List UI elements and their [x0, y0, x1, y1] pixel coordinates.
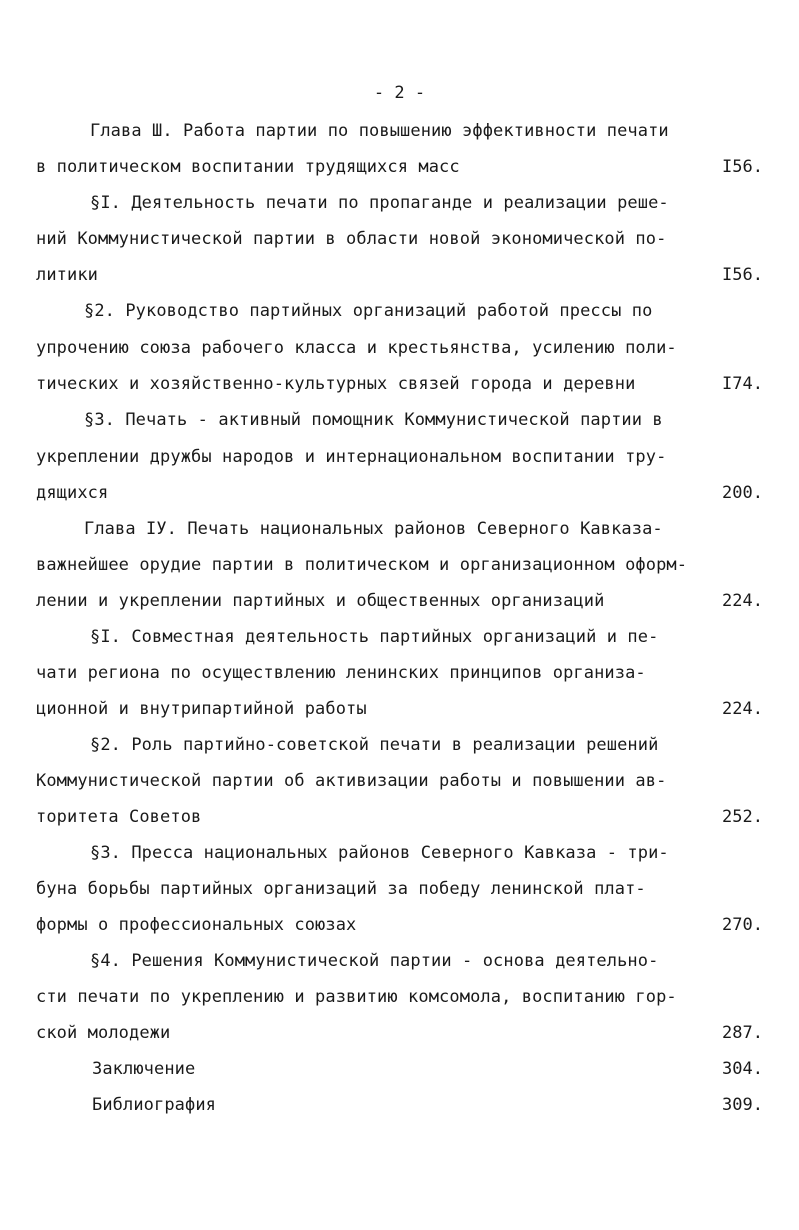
toc-line: укреплении дружбы народов и интернациональном воспитании тру-	[36, 447, 667, 467]
toc-line: §4. Решения Коммунистической партии - основа деятельно-	[90, 951, 659, 971]
toc-page-number: 252.	[722, 807, 763, 827]
toc-page-number: 287.	[722, 1023, 763, 1043]
toc-line: лении и укреплении партийных и общественных организаций	[36, 591, 605, 611]
toc-page-number: I56.	[722, 157, 763, 177]
toc-page-number: 200.	[722, 483, 763, 503]
page-number: - 2 -	[373, 83, 426, 103]
toc-page-number: I56.	[722, 265, 763, 285]
toc-line: Библиография	[92, 1095, 217, 1115]
toc-line: ний Коммунистической партии в области новой экономической по-	[36, 229, 667, 249]
toc-line: Заключение	[92, 1059, 196, 1079]
toc-line: чати региона по осуществлению ленинских принципов организа-	[36, 663, 646, 683]
toc-line: сти печати по укреплению и развитию комсомола, воспитанию гор-	[36, 987, 677, 1007]
toc-line: ской молодежи	[36, 1023, 171, 1043]
toc-page-number: 309.	[722, 1095, 763, 1115]
toc-page-number: I74.	[722, 374, 763, 394]
toc-line: Глава Ш. Работа партии по повышению эффективности печати	[90, 121, 669, 141]
toc-line: §3. Пресса национальных районов Северного Кавказа - три-	[90, 843, 669, 863]
toc-line: §I. Совместная деятельность партийных организаций и пе-	[90, 627, 659, 647]
toc-page-number: 224.	[722, 591, 763, 611]
toc-line: упрочению союза рабочего класса и крестьянства, усилению поли-	[36, 338, 677, 358]
toc-line: литики	[36, 265, 99, 285]
toc-line: ционной и внутрипартийной работы	[36, 699, 367, 719]
toc-line: в политическом воспитании трудящихся масс	[36, 157, 460, 177]
toc-page-number: 270.	[722, 915, 763, 935]
toc-line: Коммунистической партии об активизации работы и повышении ав-	[36, 771, 667, 791]
toc-line: торитета Советов	[36, 807, 202, 827]
toc-line: дящихся	[36, 483, 109, 503]
toc-line: буна борьбы партийных организаций за победу ленинской плат-	[36, 879, 646, 899]
toc-line: тических и хозяйственно-культурных связей города и деревни	[36, 374, 636, 394]
toc-line: §2. Руководство партийных организаций работой прессы по	[84, 301, 653, 321]
toc-line: Глава IУ. Печать национальных районов Северного Кавказа-	[84, 519, 663, 539]
toc-line: §I. Деятельность печати по пропаганде и реализации реше-	[90, 193, 669, 213]
toc-page-number: 304.	[722, 1059, 763, 1079]
toc-page-number: 224.	[722, 699, 763, 719]
toc-line: важнейшее орудие партии в политическом и организационном оформ-	[36, 555, 688, 575]
toc-line: §2. Роль партийно-советской печати в реализации решений	[90, 735, 659, 755]
toc-line: §3. Печать - активный помощник Коммунистической партии в	[84, 410, 663, 430]
toc-line: формы о профессиональных союзах	[36, 915, 357, 935]
